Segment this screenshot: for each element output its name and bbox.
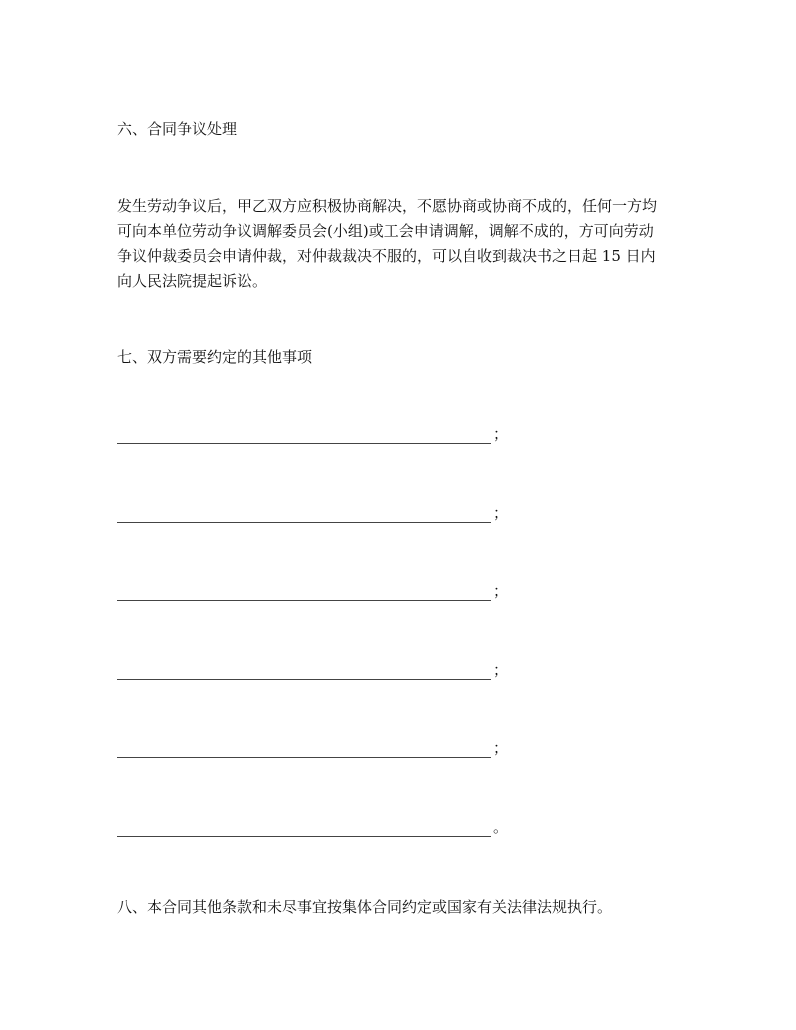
fill-in-line[interactable] [117, 586, 491, 601]
section-6-heading: 六、合同争议处理 [117, 120, 238, 138]
fill-in-line[interactable] [117, 508, 491, 523]
section-8-heading: 八、本合同其他条款和未尽事宜按集体合同约定或国家有关法律法规执行。 [117, 898, 613, 916]
fill-in-line[interactable] [117, 429, 491, 444]
fill-in-line[interactable] [117, 743, 491, 758]
item-terminator: ； [493, 739, 509, 757]
paragraph-line: 可向本单位劳动争议调解委员会(小组)或工会申请调解，调解不成的，方可向劳动 [117, 222, 654, 240]
paragraph-line: 争议仲裁委员会申请仲裁，对仲裁裁决不服的，可以自收到裁决书之日起 15 日内 [117, 247, 656, 265]
fill-in-line[interactable] [117, 665, 491, 680]
section-7-heading: 七、双方需要约定的其他事项 [117, 348, 313, 366]
blank-item [117, 581, 508, 601]
blank-item [117, 503, 508, 523]
blank-item [117, 817, 508, 837]
paragraph-line: 发生劳动争议后，甲乙双方应积极协商解决，不愿协商或协商不成的，任何一方均 [117, 197, 658, 215]
item-terminator: ； [493, 504, 509, 522]
blank-item [117, 660, 508, 680]
blank-item [117, 424, 508, 444]
item-terminator: ； [493, 582, 509, 600]
item-terminator: ； [493, 661, 509, 679]
item-terminator: 。 [493, 818, 509, 836]
item-terminator: ； [493, 425, 509, 443]
fill-in-line[interactable] [117, 822, 491, 837]
blank-item [117, 738, 508, 758]
paragraph-line: 向人民法院提起诉讼。 [117, 272, 268, 290]
